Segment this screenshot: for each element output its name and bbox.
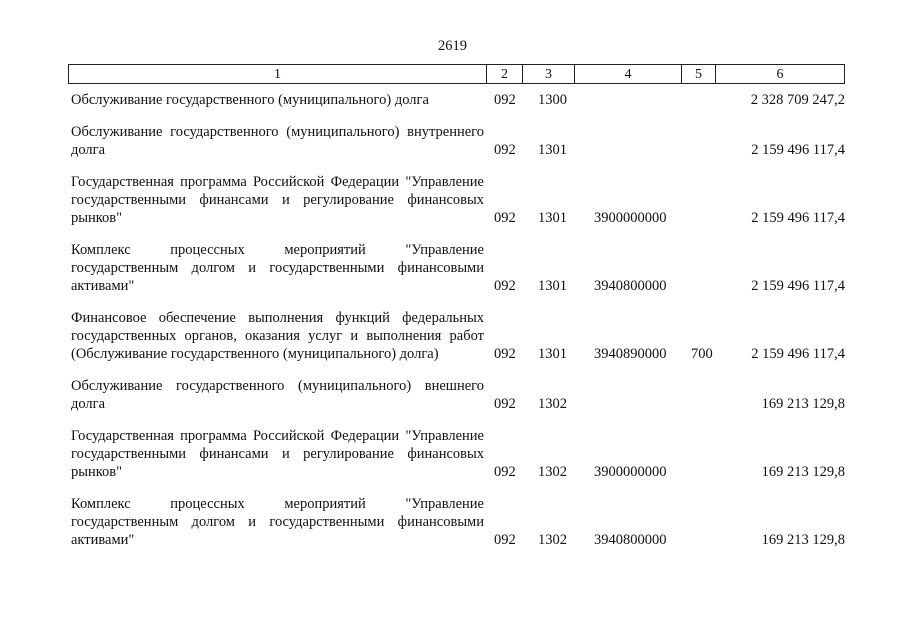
column-header-1: 1 — [69, 65, 487, 84]
cell-col-2: 092 — [494, 92, 516, 108]
cell-col-2: 092 — [494, 346, 516, 362]
cell-col-3: 1301 — [538, 142, 567, 158]
cell-col-3: 1302 — [538, 396, 567, 412]
row-name: Финансовое обеспечение выполнения функций федеральных государственных органов, оказания услуг и выполнения работ (Обслуживание государственного (муниципального) долга) — [71, 310, 484, 362]
table-row — [0, 495, 905, 549]
column-header-5: 5 — [682, 65, 716, 84]
cell-col-3: 1302 — [538, 532, 567, 548]
cell-col-4: 3900000000 — [594, 210, 667, 226]
table-row — [0, 427, 905, 481]
cell-col-6: 2 159 496 117,4 — [751, 210, 845, 226]
table-row — [0, 241, 905, 295]
row-name: Государственная программа Российской Федерации "Управление государственными финансами и регулирование финансовых рынков" — [71, 174, 484, 226]
cell-col-2: 092 — [494, 142, 516, 158]
cell-col-6: 2 328 709 247,2 — [750, 92, 845, 108]
table-row — [0, 309, 905, 363]
cell-col-5: 700 — [691, 346, 713, 362]
row-name: Комплекс процессных мероприятий "Управление государственным долгом и государственными финансовыми активами" — [71, 242, 484, 294]
cell-col-2: 092 — [494, 532, 516, 548]
table-row — [0, 173, 905, 227]
column-header-2: 2 — [487, 65, 523, 84]
column-header-4: 4 — [575, 65, 682, 84]
cell-col-3: 1302 — [538, 464, 567, 480]
cell-col-2: 092 — [494, 464, 516, 480]
cell-col-2: 092 — [494, 396, 516, 412]
row-name: Государственная программа Российской Федерации "Управление государственными финансами и регулирование финансовых рынков" — [71, 428, 484, 480]
column-header-6: 6 — [716, 65, 845, 84]
cell-col-6: 169 213 129,8 — [761, 396, 845, 412]
table-row — [0, 377, 905, 413]
cell-col-6: 169 213 129,8 — [761, 532, 845, 548]
row-name: Обслуживание государственного (муниципального) внутреннего долга — [71, 124, 484, 158]
table-row — [0, 91, 905, 109]
cell-col-6: 2 159 496 117,4 — [751, 142, 845, 158]
row-name: Комплекс процессных мероприятий "Управление государственным долгом и государственными финансовыми активами" — [71, 496, 484, 548]
page-number: 2619 — [438, 38, 467, 54]
cell-col-3: 1301 — [538, 210, 567, 226]
table-row — [0, 123, 905, 159]
cell-col-6: 2 159 496 117,4 — [751, 278, 845, 294]
cell-col-6: 2 159 496 117,4 — [751, 346, 845, 362]
row-name: Обслуживание государственного (муниципального) внешнего долга — [71, 378, 484, 412]
cell-col-4: 3940800000 — [594, 532, 667, 548]
cell-col-3: 1300 — [538, 92, 567, 108]
cell-col-3: 1301 — [538, 278, 567, 294]
column-header-3: 3 — [523, 65, 575, 84]
cell-col-4: 3900000000 — [594, 464, 667, 480]
cell-col-2: 092 — [494, 210, 516, 226]
row-name: Обслуживание государственного (муниципального) долга — [71, 92, 429, 108]
cell-col-4: 3940890000 — [594, 346, 667, 362]
cell-col-3: 1301 — [538, 346, 567, 362]
cell-col-4: 3940800000 — [594, 278, 667, 294]
cell-col-6: 169 213 129,8 — [761, 464, 845, 480]
cell-col-2: 092 — [494, 278, 516, 294]
